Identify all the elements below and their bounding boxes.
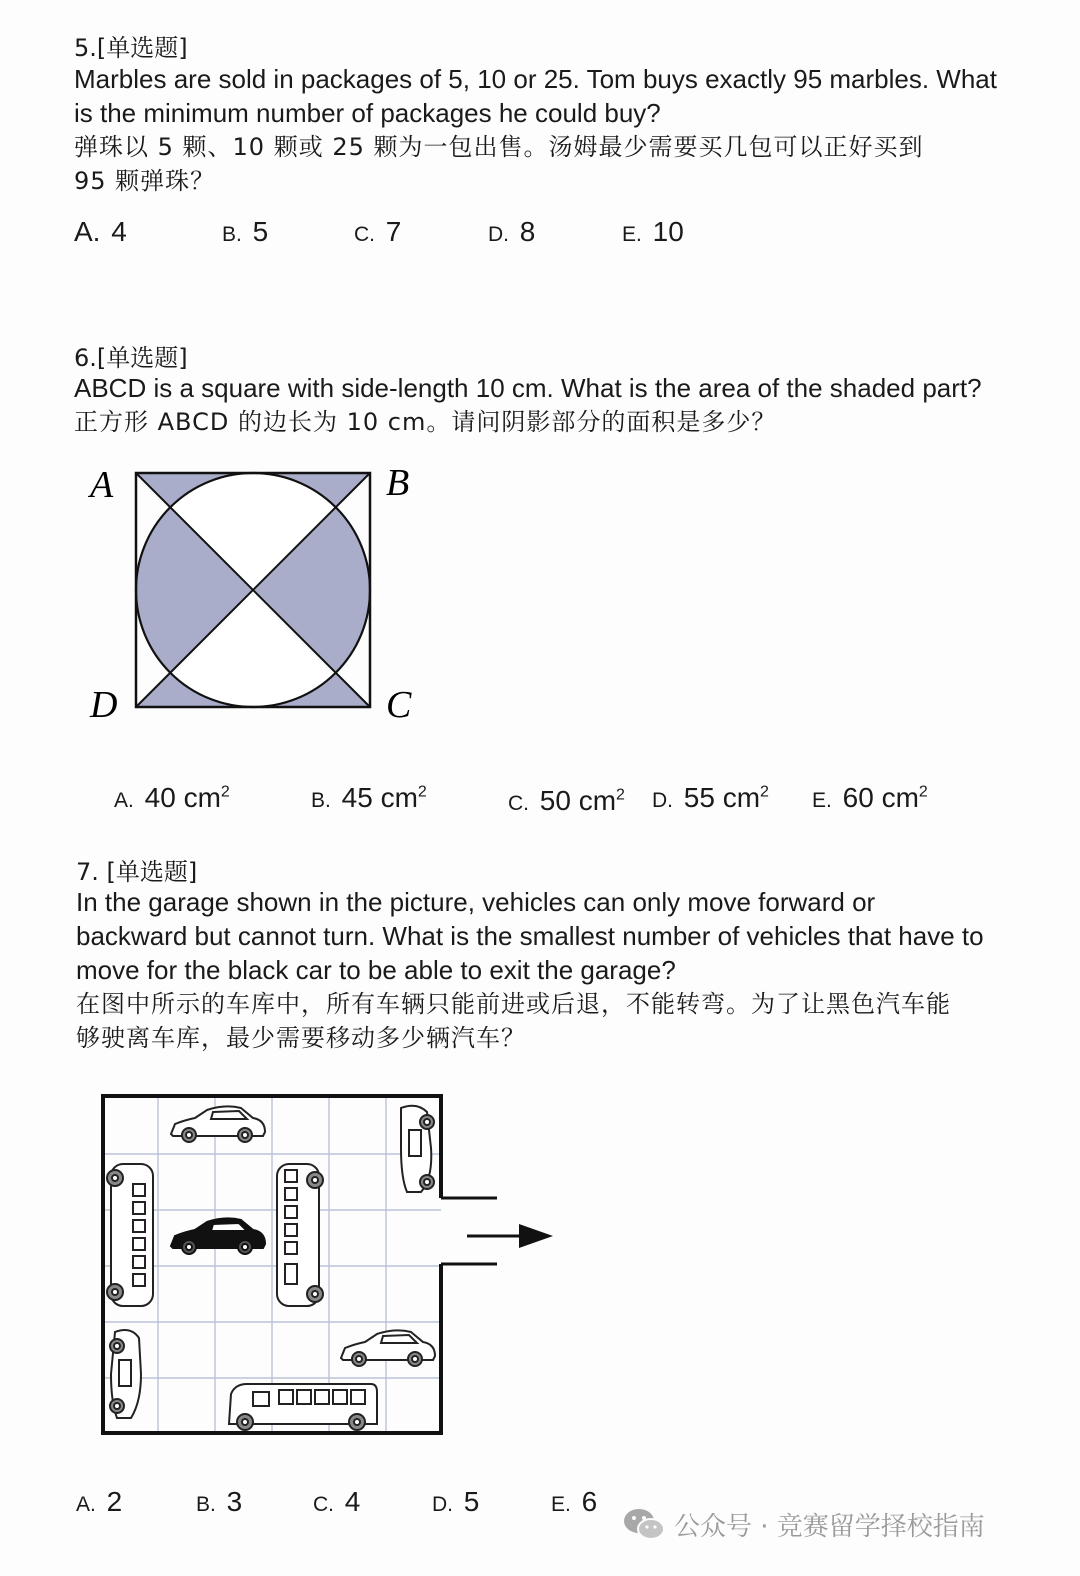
q6-text-zh-1: 正方形 ABCD 的边长为 10 cm。请问阴影部分的面积是多少？ (74, 408, 777, 436)
q6-text-en-1: ABCD is a square with side-length 10 cm. What is the area of the shaded part? (74, 373, 982, 403)
q5-text-en-1: Marbles are sold in packages of 5, 10 or 25. Tom buys exactly 95 marbles. What (74, 64, 997, 94)
q7-text-zh-1: 在图中所示的车库中，所有车辆只能前进或后退，不能转弯。为了让黑色汽车能 (76, 990, 951, 1018)
garage-figure (95, 1088, 565, 1443)
q5-option-c[interactable]: C. 7 (354, 216, 402, 247)
label-a: A (90, 464, 114, 506)
white-car-top-right (401, 1106, 434, 1192)
q7-header: 7. [单选题] (76, 858, 198, 886)
q5-option-b[interactable]: B. 5 (222, 216, 269, 247)
q6-option-a[interactable]: A. 40 $cm^2$ (114, 782, 230, 813)
watermark (622, 1505, 985, 1543)
q5-option-d[interactable]: D. 8 (488, 216, 536, 247)
q5-option-e[interactable]: E. 10 (622, 216, 684, 247)
q5-text-en-2: is the minimum number of packages he could buy? (74, 98, 661, 128)
q6-header: 6.[单选题] (74, 344, 188, 372)
q6-option-b[interactable]: B. 45 $cm^2$ (311, 782, 427, 813)
q7-option-c[interactable]: C. 4 (313, 1486, 361, 1517)
q6-option-d[interactable]: D. 55 $cm^2$ (652, 782, 769, 813)
q7-text-en-3: move for the black car to be able to exit the garage? (76, 955, 676, 985)
q7-text-en-1: In the garage shown in the picture, vehicles can only move forward or (76, 887, 876, 917)
q6-option-c[interactable]: C. 50 $cm^2$ (508, 785, 625, 816)
q5-text-zh-1: 弹珠以 5 颗、10 颗或 25 颗为一包出售。汤姆最少需要买几包可以正好买到 (74, 133, 924, 161)
q7-option-e[interactable]: E. 6 (551, 1486, 598, 1517)
label-c: C (386, 684, 412, 726)
q5-option-a[interactable]: A. 4 (74, 216, 127, 247)
white-car-lower-left (110, 1330, 141, 1418)
wechat-icon (622, 1505, 666, 1543)
q7-option-b[interactable]: B. 3 (196, 1486, 243, 1517)
square-circle-figure (80, 455, 440, 745)
watermark-text: 公众号 · 竞赛留学择校指南 (674, 1511, 985, 1542)
bus-middle-vertical (277, 1164, 323, 1306)
q7-text-en-2: backward but cannot turn. What is the smallest number of vehicles that have to (76, 921, 984, 951)
bus-bottom-horizontal (229, 1384, 377, 1430)
q7-option-a[interactable]: A. 2 (76, 1486, 123, 1517)
bus-left-vertical (107, 1164, 153, 1306)
q7-text-zh-2: 够驶离车库，最少需要移动多少辆汽车？ (76, 1024, 526, 1052)
white-car-lower-right (341, 1330, 435, 1366)
label-d: D (90, 684, 118, 726)
q7-option-d[interactable]: D. 5 (432, 1486, 480, 1517)
black-car (171, 1218, 265, 1254)
white-car-top (171, 1106, 265, 1142)
label-b: B (386, 462, 410, 504)
exit-arrow (467, 1224, 553, 1248)
q5-text-zh-2: 95 颗弹珠？ (74, 167, 216, 195)
q6-option-e[interactable]: E. 60 $cm^2$ (812, 782, 928, 813)
q5-header: 5.[单选题] (74, 34, 188, 62)
